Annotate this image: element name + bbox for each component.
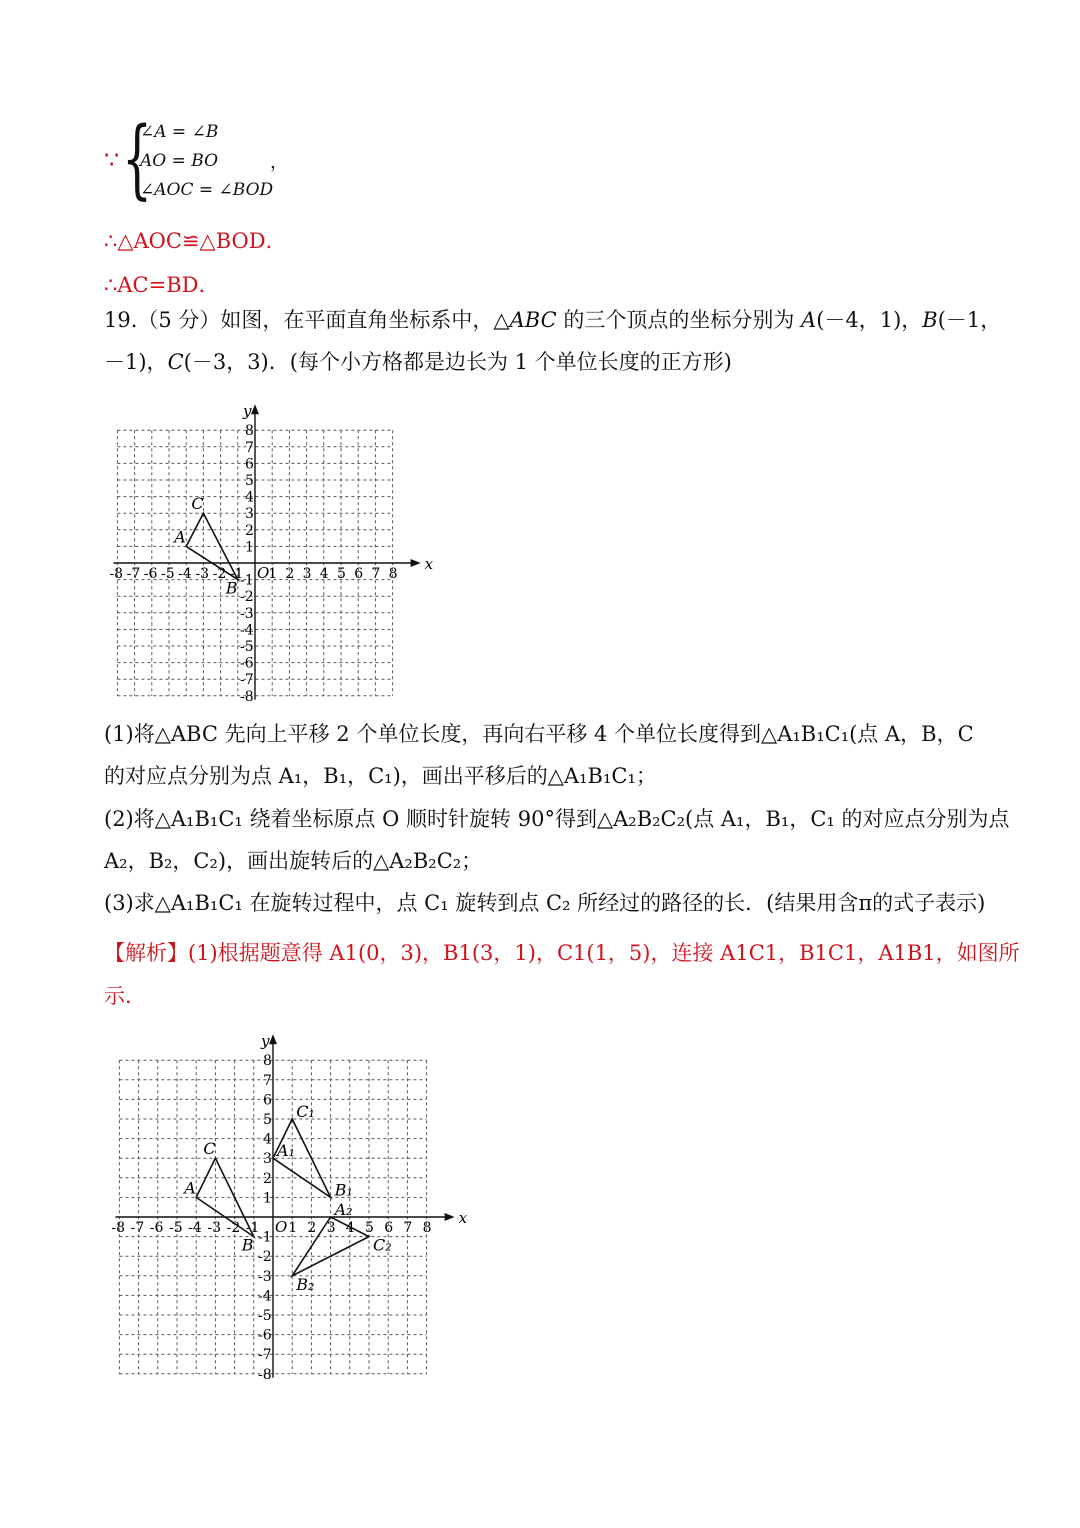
x-tick-label: -1: [229, 566, 244, 582]
y-tick-label: -1: [258, 1229, 272, 1246]
q-text: (－3，3)．(每个小方格都是边长为 1 个单位长度的正方形): [183, 350, 732, 374]
q-text: (－1，: [937, 308, 1002, 332]
x-tick-label: -4: [178, 566, 192, 582]
part-3-line-1: (3)求△A₁B₁C₁ 在旋转过程中，点 C₁ 旋转到点 C₂ 所经过的路径的长．(结果用含π的式子表示): [104, 891, 986, 915]
x-tick-label: -2: [212, 566, 227, 582]
q-var: C: [167, 350, 184, 374]
q-var: A: [801, 308, 817, 332]
analysis-line-1: 【解析】(1)根据题意得 A1(0，3)，B1(3，1)，C1(1，5)，连接 A1C1，B1C1，A1B1，如图所: [104, 941, 1020, 965]
part-2-line-1: (2)将△A₁B₁C₁ 绕着坐标原点 O 顺时针旋转 90°得到△A₂B₂C₂(点 A₁，B₁，C₁ 的对应点分别为点: [104, 807, 1010, 831]
x-tick-label: 8: [422, 1220, 432, 1236]
y-tick-label: -4: [258, 1288, 272, 1305]
y-tick-label: -2: [240, 589, 254, 606]
vertex-label: C₂: [373, 1235, 392, 1255]
equation-2: AO = BO: [140, 151, 219, 171]
x-axis-arrow: [411, 559, 421, 567]
x-tick-label: 2: [307, 1220, 317, 1236]
x-tick-label: -8: [111, 1220, 126, 1236]
x-tick-label: 2: [285, 566, 295, 582]
x-tick-label: 5: [337, 566, 346, 582]
x-tick-label: 7: [403, 1220, 413, 1236]
because-symbol: ∵: [104, 146, 120, 174]
x-tick-label: -7: [126, 566, 141, 582]
q-var: ABC: [509, 308, 557, 332]
proof-line-2: ∴AC=BD．: [104, 273, 220, 297]
vertex-label: B: [241, 1235, 254, 1255]
y-tick-label: 2: [245, 522, 254, 539]
question-line-1: [104, 305, 1001, 335]
x-axis-arrow: [445, 1213, 455, 1221]
vertex-label: A₁: [277, 1141, 295, 1161]
analysis-line-2: 示．: [104, 984, 146, 1008]
x-axis-label: x: [424, 555, 434, 573]
x-tick-label: 7: [371, 566, 381, 582]
y-tick-label: -4: [240, 622, 254, 639]
y-tick-label: -7: [240, 672, 254, 689]
part-1-line-1: (1)将△ABC 先向上平移 2 个单位长度，再向右平移 4 个单位长度得到△A₁B₁C₁(点 A，B，C: [104, 722, 974, 746]
y-tick-label: 3: [263, 1151, 272, 1168]
equation-comma: ，: [270, 152, 288, 173]
y-tick-label: 7: [263, 1072, 272, 1089]
y-tick-label: 3: [245, 506, 254, 523]
y-tick-label: -5: [240, 639, 254, 655]
x-tick-label: -1: [245, 1220, 260, 1236]
x-tick-label: -8: [109, 566, 124, 582]
x-tick-label: 8: [388, 566, 398, 582]
q-text: －1)，: [104, 350, 168, 374]
x-tick-label: 3: [302, 566, 312, 582]
part-1-line-2: 的对应点分别为点 A₁，B₁，C₁)，画出平移后的△A₁B₁C₁；: [104, 764, 657, 788]
question-line-2: [104, 347, 732, 377]
coordinate-figure-2: [100, 1025, 468, 1385]
y-tick-label: -1: [240, 572, 254, 589]
vertex-label: A: [174, 527, 186, 547]
x-tick-label: -7: [130, 1220, 145, 1236]
y-tick-label: -2: [258, 1249, 272, 1266]
vertex-label: C₁: [296, 1102, 315, 1121]
x-tick-label: -6: [149, 1220, 164, 1236]
y-axis-label: y: [243, 402, 252, 421]
y-axis-arrow: [251, 404, 259, 414]
q-text: 的三个顶点的坐标分别为: [556, 308, 802, 332]
x-tick-label: 6: [384, 1220, 394, 1236]
equation-3: ∠AOC = ∠BOD: [140, 180, 274, 200]
equation-1: ∠A = ∠B: [140, 122, 219, 142]
y-axis-label: y: [261, 1032, 270, 1051]
x-tick-label: -4: [188, 1220, 202, 1236]
x-tick-label: -5: [161, 566, 175, 582]
x-axis-label: x: [458, 1209, 468, 1227]
vertex-label: B₂: [296, 1274, 315, 1294]
origin-label: O: [257, 564, 270, 582]
vertex-label: B₁: [334, 1180, 353, 1200]
proof-line-1: ∴△AOC≌△BOD．: [104, 229, 287, 253]
q-text: (－4，1)，: [816, 308, 923, 332]
y-tick-label: 5: [263, 1112, 272, 1128]
vertex-label: B: [225, 578, 238, 598]
vertex-label: C: [191, 494, 204, 514]
y-tick-label: 2: [263, 1170, 272, 1187]
vertex-label: C: [203, 1139, 216, 1159]
x-tick-label: -3: [195, 566, 210, 582]
x-tick-label: -3: [207, 1220, 222, 1236]
x-tick-label: -5: [169, 1220, 183, 1236]
vertex-label: A₂: [334, 1200, 353, 1219]
x-tick-label: 4: [319, 566, 329, 582]
y-tick-label: 1: [245, 539, 254, 556]
x-tick-label: 5: [365, 1220, 374, 1236]
y-tick-label: -5: [258, 1308, 272, 1324]
q-var: B: [922, 308, 938, 332]
x-tick-label: 4: [345, 1220, 355, 1236]
y-tick-label: -6: [240, 655, 254, 672]
x-tick-label: 1: [288, 1220, 298, 1236]
q-text: 19.（5 分）如图，在平面直角坐标系中，△: [104, 308, 510, 332]
y-tick-label: 4: [245, 489, 254, 506]
part-2-line-2: A₂，B₂，C₂)，画出旋转后的△A₂B₂C₂；: [104, 849, 483, 873]
y-tick-label: 6: [245, 456, 254, 473]
y-tick-label: 1: [263, 1190, 272, 1207]
x-tick-label: -6: [143, 566, 158, 582]
y-tick-label: -6: [258, 1327, 272, 1344]
x-tick-label: 6: [354, 566, 364, 582]
y-tick-label: 4: [263, 1131, 272, 1148]
y-tick-label: -7: [258, 1347, 272, 1364]
y-tick-label: 8: [245, 423, 254, 440]
x-tick-label: -2: [226, 1220, 241, 1236]
equation-system: [140, 118, 273, 205]
x-tick-label: 3: [326, 1220, 336, 1236]
y-tick-label: -8: [258, 1366, 272, 1383]
y-tick-label: -3: [258, 1268, 272, 1285]
y-axis-arrow: [269, 1034, 277, 1044]
y-tick-label: 6: [263, 1092, 272, 1109]
y-tick-label: 8: [263, 1053, 272, 1070]
y-tick-label: -3: [240, 605, 254, 622]
origin-label: O: [275, 1218, 288, 1236]
y-tick-label: 5: [245, 473, 254, 489]
coordinate-figure-1: [100, 386, 445, 706]
x-tick-label: 1: [268, 566, 278, 582]
y-tick-label: 7: [245, 439, 254, 456]
left-brace: {: [122, 109, 153, 209]
vertex-label: A: [184, 1178, 196, 1198]
y-tick-label: -8: [240, 688, 254, 705]
